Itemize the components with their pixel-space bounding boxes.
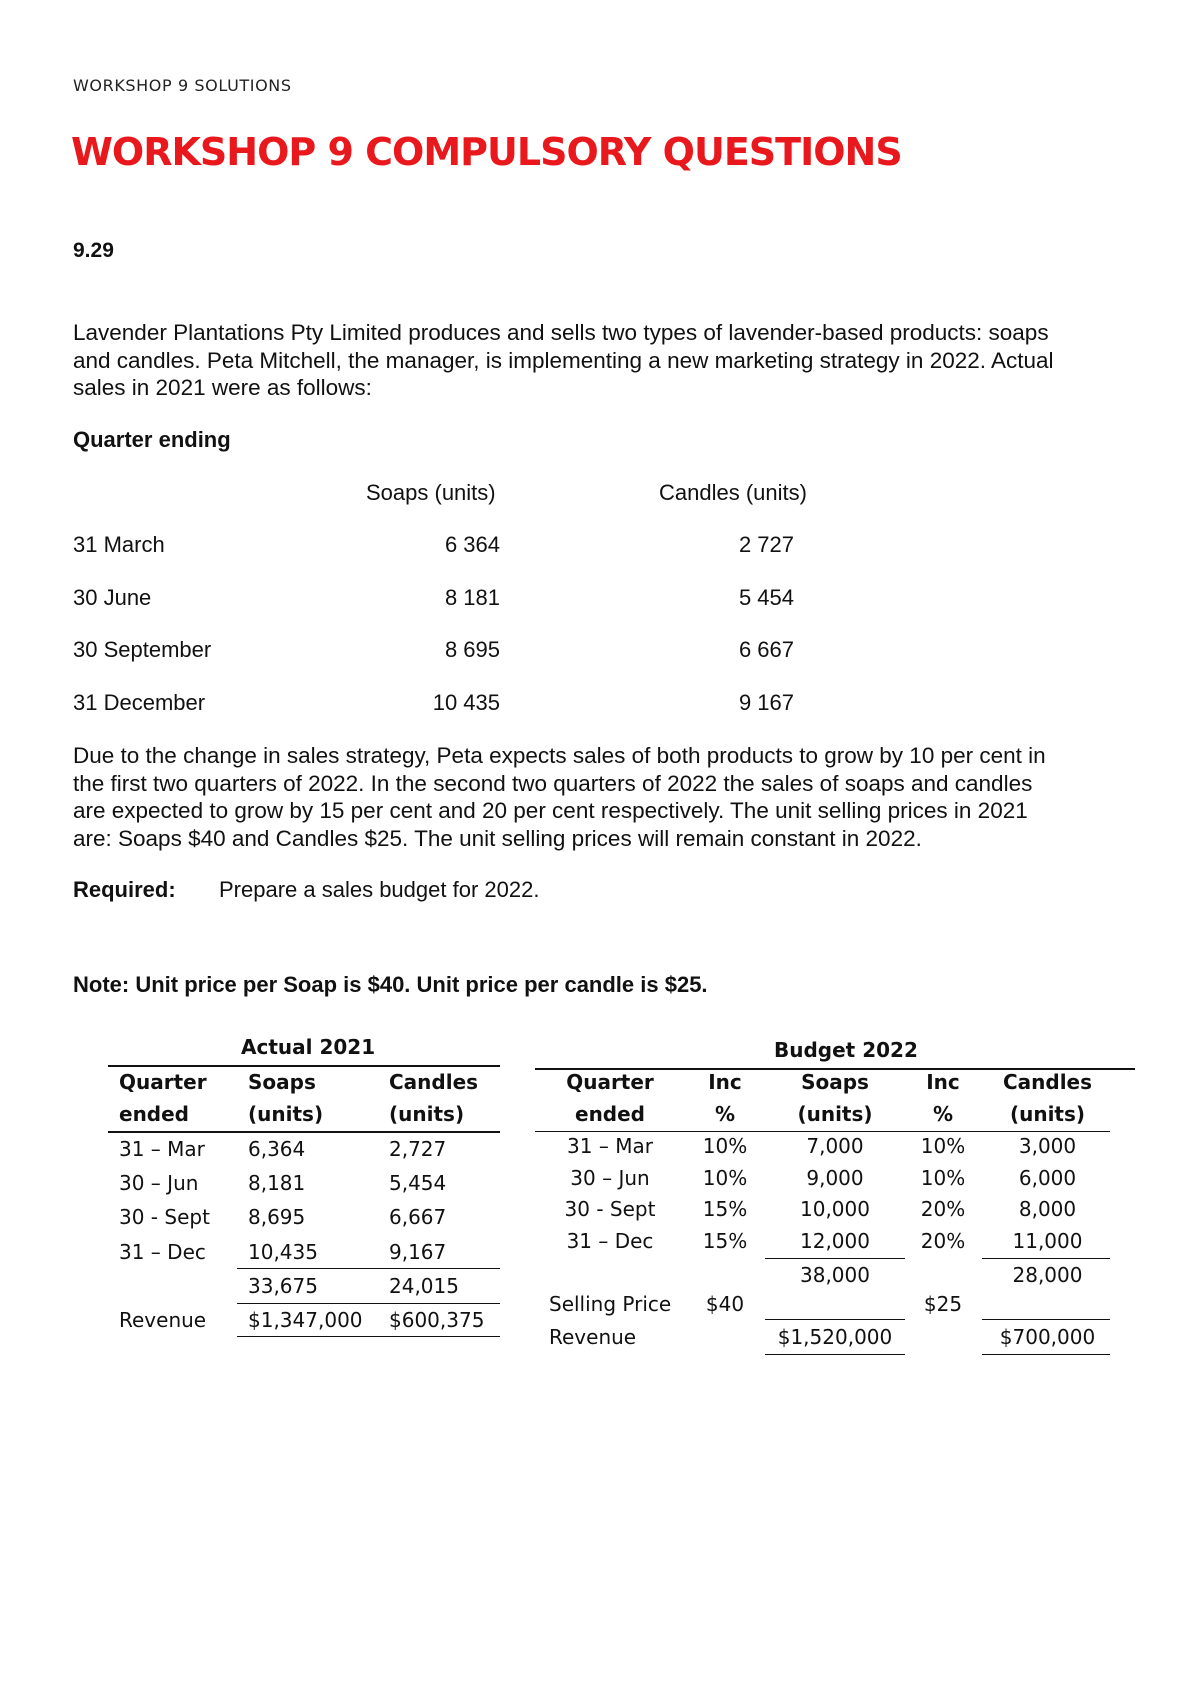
budget-row-inc-candles: 10% — [920, 1134, 966, 1158]
budget-soaps-revenue-rule — [765, 1354, 905, 1355]
actual-row-soaps: 8,695 — [248, 1205, 306, 1229]
budget-row-quarter: 30 – Jun — [570, 1166, 650, 1190]
actual-row-quarter: 31 – Mar — [119, 1137, 205, 1161]
candles-value: 5 454 — [738, 585, 794, 610]
intro-line: and candles. Peta Mitchell, the manager, is implementing a new marketing strategy in 2022. Actual — [73, 347, 1054, 373]
budget-row-soaps: 7,000 — [806, 1134, 864, 1158]
budget-soaps-total-rule — [765, 1319, 905, 1320]
budget-header-pct: % — [714, 1102, 736, 1126]
col-header-candles: Candles (units) — [659, 480, 807, 505]
actual-row-soaps: 6,364 — [248, 1137, 306, 1161]
required-text: Prepare a sales budget for 2022. — [219, 877, 540, 902]
budget-header-ended: ended — [575, 1102, 645, 1126]
quarter-label: 31 March — [73, 532, 165, 557]
budget-row-candles: 11,000 — [1012, 1229, 1083, 1253]
budget-header-candles-units: (units) — [1009, 1102, 1086, 1126]
budget-row-inc-candles: 10% — [920, 1166, 966, 1190]
budget-row-quarter: 31 – Dec — [566, 1229, 654, 1253]
actual-subtotal-rule — [237, 1268, 500, 1269]
actual-total-rule — [237, 1303, 500, 1304]
actual-header-soaps-units: (units) — [248, 1102, 324, 1126]
question-number: 9.29 — [73, 239, 114, 262]
budget-row-inc-soaps: 15% — [702, 1197, 748, 1221]
budget-header-quarter: Quarter — [566, 1070, 654, 1094]
actual-header-candles-units: (units) — [389, 1102, 465, 1126]
budget-header-inc: Inc — [926, 1070, 960, 1094]
actual-revenue-rule — [237, 1336, 500, 1337]
budget-row-quarter: 30 - Sept — [564, 1197, 656, 1221]
actual-row-candles: 9,167 — [389, 1240, 447, 1264]
actual-revenue-soaps: $1,347,000 — [248, 1308, 363, 1332]
budget-header-soaps: Soaps — [801, 1070, 869, 1094]
actual-table-title: Actual 2021 — [241, 1035, 376, 1059]
candles-value: 2 727 — [738, 532, 794, 557]
budget-row-inc-candles: 20% — [920, 1197, 966, 1221]
budget-header-pct: % — [932, 1102, 954, 1126]
actual-row-soaps: 10,435 — [248, 1240, 318, 1264]
actual-total-soaps: 33,675 — [248, 1274, 318, 1298]
document-header: WORKSHOP 9 SOLUTIONS — [73, 76, 292, 95]
budget-revenue-soaps: $1,520,000 — [777, 1325, 893, 1349]
actual-row-quarter: 30 - Sept — [119, 1205, 210, 1229]
actual-row-quarter: 31 – Dec — [119, 1240, 206, 1264]
body-line: the first two quarters of 2022. In the second two quarters of 2022 the sales of soaps and candles — [73, 770, 1033, 796]
budget-header-rule — [535, 1131, 1110, 1132]
budget-price-label: Selling Price — [549, 1292, 672, 1316]
budget-header-inc: Inc — [708, 1070, 742, 1094]
body-line: Due to the change in sales strategy, Peta expects sales of both products to grow by 10 per cent in — [73, 743, 1046, 768]
budget-row-soaps: 12,000 — [800, 1229, 870, 1253]
budget-revenue-candles: $700,000 — [999, 1325, 1096, 1349]
quarter-heading: Quarter ending — [73, 427, 231, 452]
actual-row-soaps: 8,181 — [248, 1171, 306, 1195]
actual-revenue-label: Revenue — [119, 1308, 207, 1332]
budget-candles-total-rule — [982, 1319, 1110, 1320]
budget-row-soaps: 9,000 — [806, 1166, 864, 1190]
budget-price-soaps: $40 — [705, 1292, 745, 1316]
soaps-value: 8 181 — [444, 585, 500, 610]
budget-candles-revenue-rule — [982, 1354, 1110, 1355]
actual-header-ended: ended — [119, 1102, 189, 1126]
budget-row-inc-candles: 20% — [920, 1229, 966, 1253]
note: Note: Unit price per Soap is $40. Unit price per candle is $25. — [73, 972, 708, 997]
soaps-value: 10 435 — [432, 690, 500, 715]
budget-total-candles: 28,000 — [1012, 1263, 1083, 1287]
actual-header-candles: Candles — [389, 1070, 479, 1094]
budget-row-inc-soaps: 10% — [702, 1166, 748, 1190]
actual-row-candles: 2,727 — [389, 1137, 447, 1161]
actual-total-candles: 24,015 — [389, 1274, 459, 1298]
budget-header-candles: Candles — [1002, 1070, 1093, 1094]
quarter-label: 30 September — [73, 637, 212, 662]
actual-revenue-candles: $600,375 — [389, 1308, 485, 1332]
budget-row-candles: 6,000 — [1018, 1166, 1077, 1190]
budget-row-inc-soaps: 15% — [702, 1229, 748, 1253]
body-line: are expected to grow by 15 per cent and 20 per cent respectively. The unit selling prices in 2021 — [73, 798, 1028, 823]
quarter-label: 30 June — [73, 585, 152, 610]
budget-revenue-label: Revenue — [549, 1325, 637, 1349]
intro-line: sales in 2021 were as follows: — [73, 375, 372, 400]
budget-row-candles: 3,000 — [1018, 1134, 1077, 1158]
actual-header-soaps: Soaps — [248, 1070, 316, 1094]
body-paragraph — [73, 742, 1143, 852]
candles-value: 6 667 — [738, 637, 794, 662]
budget-row-quarter: 31 – Mar — [567, 1134, 653, 1158]
actual-row-candles: 5,454 — [389, 1171, 447, 1195]
intro-line: Lavender Plantations Pty Limited produces and sells two types of lavender-based products: soaps — [73, 320, 1049, 345]
budget-table-title: Budget 2022 — [774, 1038, 918, 1062]
actual-row-quarter: 30 – Jun — [119, 1171, 199, 1195]
actual-header-quarter: Quarter — [119, 1070, 207, 1094]
actual-row-candles: 6,667 — [389, 1205, 447, 1229]
required-label: Required: — [73, 877, 176, 902]
budget-price-candles: $25 — [923, 1292, 963, 1316]
budget-row-soaps: 10,000 — [800, 1197, 870, 1221]
budget-candles-subtotal-rule — [982, 1258, 1110, 1259]
actual-top-rule — [108, 1065, 500, 1067]
body-line: are: Soaps $40 and Candles $25. The unit selling prices will remain constant in 2022. — [73, 825, 922, 851]
budget-row-candles: 8,000 — [1018, 1197, 1077, 1221]
soaps-value: 8 695 — [444, 637, 500, 662]
quarter-label: 31 December — [73, 690, 206, 715]
candles-value: 9 167 — [738, 690, 794, 715]
budget-header-soaps-units: (units) — [797, 1102, 873, 1126]
budget-row-inc-soaps: 10% — [702, 1134, 748, 1158]
budget-soaps-subtotal-rule — [765, 1258, 905, 1259]
actual-header-rule — [108, 1131, 500, 1133]
intro-paragraph — [73, 319, 1143, 402]
budget-total-soaps: 38,000 — [800, 1263, 870, 1287]
soaps-value: 6 364 — [444, 532, 500, 557]
col-header-soaps: Soaps (units) — [366, 480, 496, 505]
page-title: WORKSHOP 9 COMPULSORY QUESTIONS — [71, 130, 902, 174]
